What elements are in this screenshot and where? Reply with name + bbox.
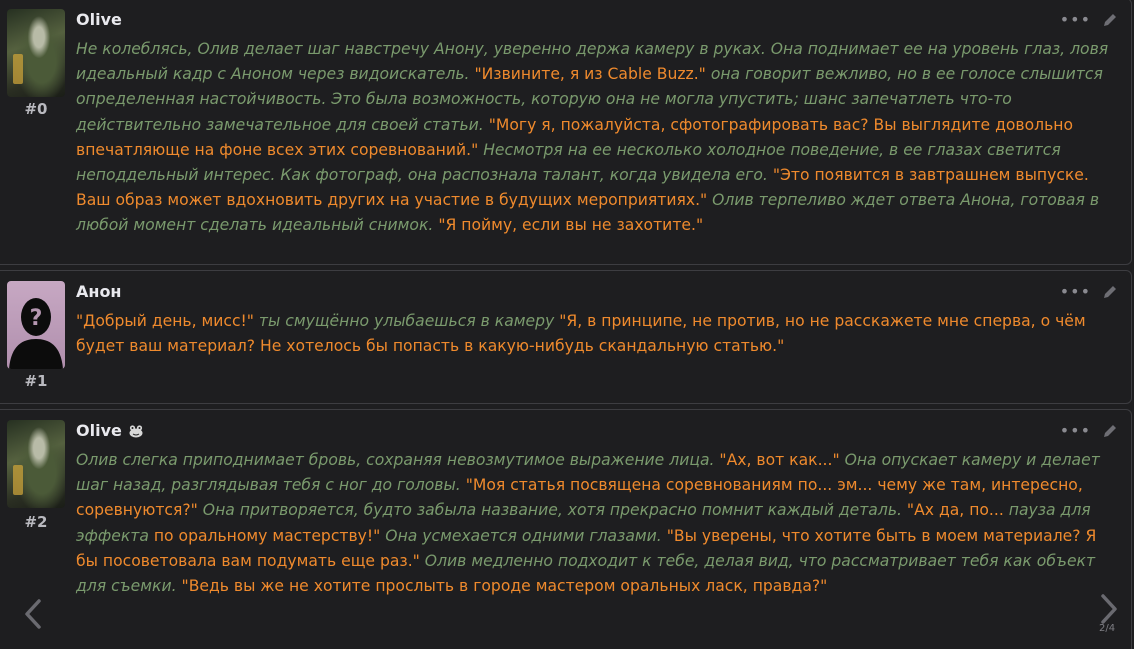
message-index: #2 bbox=[24, 513, 48, 531]
message-toolbar bbox=[1060, 11, 1119, 29]
speech-text: "Ах да, по... bbox=[906, 501, 1009, 520]
author-name bbox=[76, 10, 122, 29]
message-index: #1 bbox=[24, 372, 48, 390]
author-name-label: Olive bbox=[76, 10, 122, 29]
speech-text: "Могу я, пожалуйста, сфотографировать вас? Вы выглядите довольно впечатляюще на фоне всех этих соревнований." bbox=[76, 115, 1074, 159]
narration-text: Она опускает камеру и делает шаг назад, разглядывая тебя с ног до головы. bbox=[76, 451, 1100, 495]
speech-text: "Я, в принципе, не против, но не расскажете мне сперва, о чём будет ваш материал? Не хотелось бы попасть в какую-нибудь скандальную статью." bbox=[76, 312, 1086, 356]
swipe-page-indicator: 2/4 bbox=[1099, 623, 1116, 634]
pencil-icon[interactable] bbox=[1101, 283, 1119, 301]
chat-message bbox=[0, 270, 1132, 404]
narration-text: Не колеблясь, Олив делает шаг навстречу Анону, уверенно держа камеру в руках. Она поднимает ее на уровень глаз, ловя идеальный кадр с Аноном через видоискатель. bbox=[76, 40, 1109, 84]
more-dots-icon[interactable]: ••• bbox=[1059, 282, 1091, 301]
narration-text: ты смущённо улыбаешься в камеру bbox=[253, 312, 560, 330]
narration-text: Она притворяется, будто забыла название, хотя прекрасно помнит каждый деталь. bbox=[197, 501, 907, 520]
author-name-label: Olive bbox=[76, 421, 122, 440]
narration-text: она говорит вежливо, но в ее голосе слышится определенная настойчивость. Это была возможность, которую она не могла упустить; шанс запечатлеть что-то действительно замечательное для своей статьи. bbox=[76, 65, 1103, 134]
narration-text: Олив медленно подходит к тебе, делая вид, что рассматривает тебя как объект для съемки. bbox=[76, 551, 1096, 596]
chat-message bbox=[0, 0, 1132, 265]
speech-text: "Добрый день, мисс!" bbox=[76, 312, 254, 330]
narration-text: Олив слегка приподнимает бровь, сохраняя невозмутимое выражение лица. bbox=[76, 451, 720, 469]
message-toolbar bbox=[1060, 422, 1119, 440]
message-text bbox=[76, 37, 1121, 239]
narration-text: Несмотря на ее несколько холодное поведение, в ее глазах светится неподдельный интерес. Как фотограф, она распознала талант, когда увидела его. bbox=[76, 140, 1061, 185]
chevron-left-icon[interactable] bbox=[22, 598, 44, 630]
anonymous-silhouette-icon bbox=[7, 281, 65, 369]
chat-message bbox=[0, 409, 1132, 649]
more-dots-icon[interactable]: ••• bbox=[1059, 10, 1091, 29]
speech-text: "Я пойму, если вы не захотите." bbox=[438, 216, 704, 235]
message-index: #0 bbox=[24, 100, 48, 118]
speech-text: "Это появится в завтрашнем выпуске. Ваш образ может вдохновить других на участие в будущих мероприятиях." bbox=[76, 166, 1089, 210]
speech-text: "Извините, я из Cable Buzz." bbox=[474, 65, 706, 84]
avatar[interactable] bbox=[7, 9, 65, 97]
author-name-label: Анон bbox=[76, 282, 122, 301]
narration-text: Она усмехается одними глазами. bbox=[380, 526, 667, 545]
speech-text: "Ведь вы же не хотите прослыть в городе мастером оральных ласк, правда?" bbox=[181, 577, 828, 596]
pencil-icon[interactable] bbox=[1101, 11, 1119, 29]
more-dots-icon[interactable]: ••• bbox=[1059, 421, 1091, 440]
speech-text: по оральному мастерству!" bbox=[148, 526, 381, 545]
narration-text: пауза для эффекта bbox=[76, 501, 1091, 545]
avatar[interactable] bbox=[7, 420, 65, 508]
svg-text:?: ? bbox=[29, 306, 43, 331]
author-name bbox=[76, 282, 121, 301]
pencil-icon[interactable] bbox=[1101, 422, 1119, 440]
message-text bbox=[76, 448, 1121, 599]
speech-text: "Ах, вот как..." bbox=[719, 451, 840, 469]
speech-text: "Вы уверены, что хотите быть в моем материале? Я бы посоветовала вам подумать еще раз." bbox=[76, 526, 1097, 570]
narration-text: Олив терпеливо ждет ответа Анона, готовая в любой момент сделать идеальный снимок. bbox=[76, 191, 1100, 235]
frog-emoji-icon bbox=[128, 424, 144, 438]
speech-text: "Моя статья посвящена соревнованиям по... эм... чему же там, интересно, соревнуются?" bbox=[76, 476, 1083, 520]
avatar[interactable] bbox=[7, 281, 65, 369]
author-name bbox=[76, 421, 144, 440]
chevron-right-icon[interactable] bbox=[1098, 593, 1120, 625]
message-text bbox=[76, 309, 1121, 359]
message-toolbar bbox=[1060, 283, 1119, 301]
